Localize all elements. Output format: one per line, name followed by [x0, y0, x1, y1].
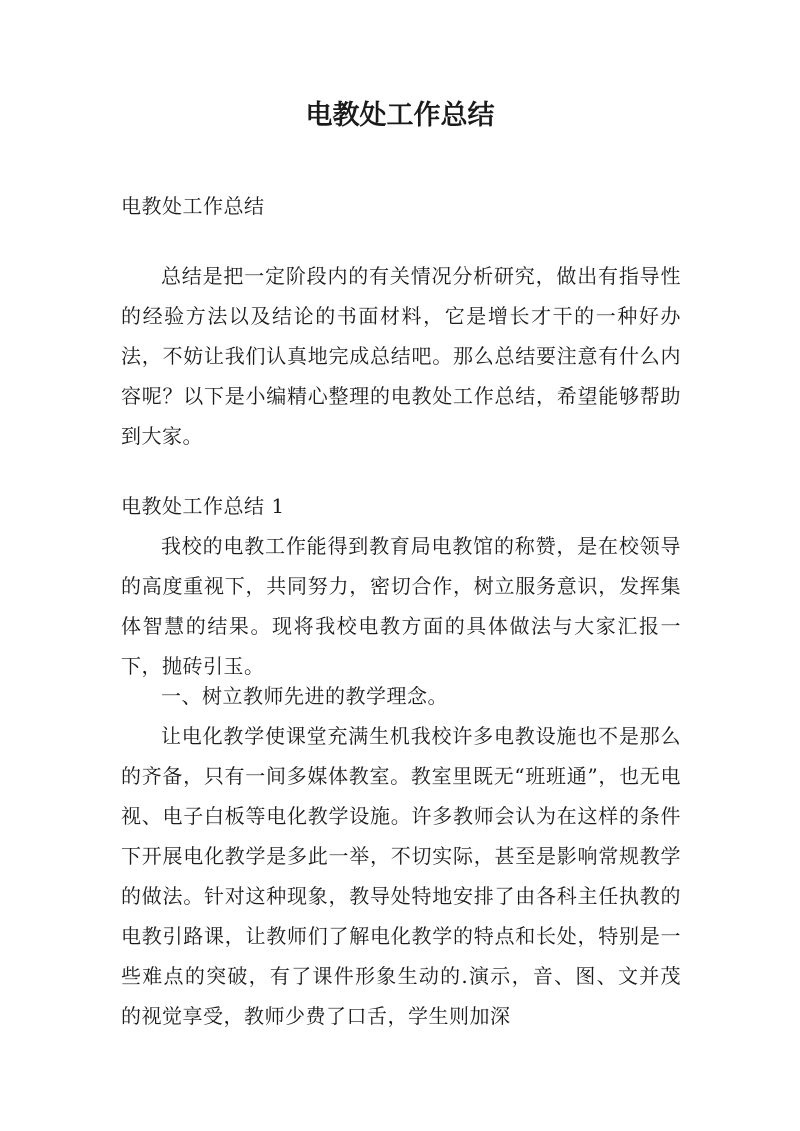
section-item-1: 一、树立教师先进的教学理念。 — [161, 684, 448, 708]
document-title: 电教处工作总结 — [305, 100, 495, 131]
section-heading: 电教处工作总结 1 — [121, 494, 285, 518]
section-paragraph-2: 让电化教学使课堂充满生机我校许多电教设施也不是那么的齐备，只有一间多媒体教室。教室里既无“班班通”，也无电视、电子白板等电化教学设施。许多教师会认为在这样的条件下开展电化教学是多此一举，不切实际，甚至是影响常规教学的做法。针对这种现象，教导处特地安排了由各科主任执教的电教引路课，让教师们了解电化教学的特点和长处，特别是一些难点的突破，有了课件形象生动的.演示，音、图、文并茂的视觉享受，教师少费了口舌，学生则加深 — [121, 724, 681, 1028]
intro-paragraph: 总结是把一定阶段内的有关情况分析研究，做出有指导性的经验方法以及结论的书面材料，它是增长才干的一种好办法，不妨让我们认真地完成总结吧。那么总结要注意有什么内容呢？以下是小编精心整理的电教处工作总结，希望能够帮助到大家。 — [121, 264, 681, 448]
document-subtitle: 电教处工作总结 — [121, 194, 265, 218]
section-paragraph-1: 我校的电教工作能得到教育局电教馆的称赞，是在校领导的高度重视下，共同努力，密切合作，树立服务意识，发挥集体智慧的结果。现将我校电教方面的具体做法与大家汇报一下，抛砖引玉。 — [121, 534, 681, 678]
